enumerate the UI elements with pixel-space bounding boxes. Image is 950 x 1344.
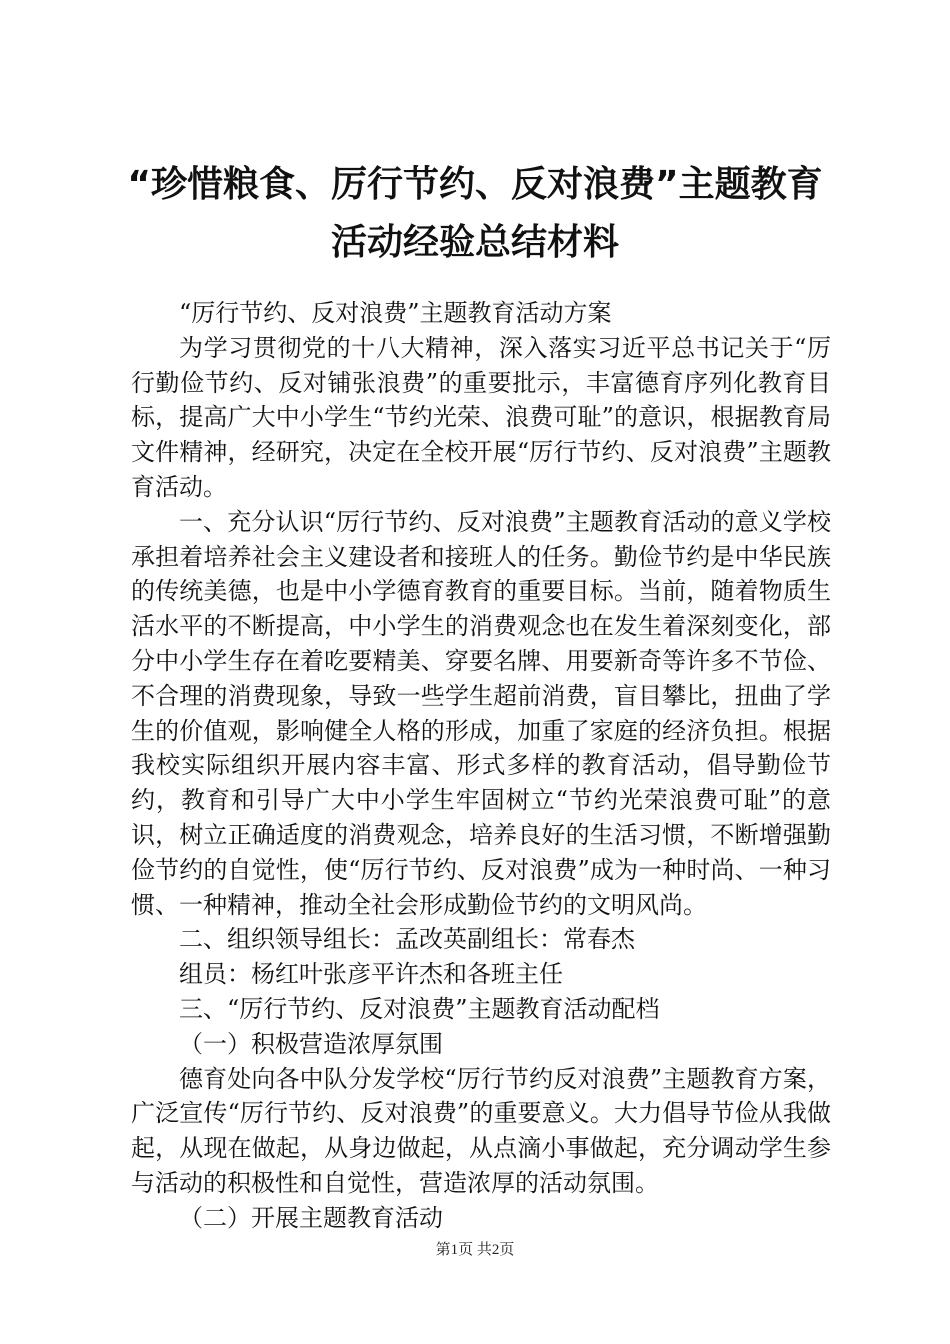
paragraph-plan-title: “厉行节约、反对浪费”主题教育活动方案 [179,299,612,327]
paragraph-section-1: 一、充分认识“厉行节约、反对浪费”主题教育活动的意义学校承担着培养社会主义建设者和接班人的任务。勤俭节约是中华民族的传统美德，也是中小学德育教育的重要目标。当前，随着物质生活水平的不断提高，中小学生的消费观念也在发生着深刻变化，部分中小学生存在着吃要精美、穿要名牌、用要新奇等许多不节俭、不合理的消费现象，导致一些学生超前消费，盲目攀比，扭曲了学生的价值观，影响健全人格的形成，加重了家庭的经济负担。根据我校实际组织开展内容丰富、形式多样的教育活动，倡导勤俭节约，教育和引导广大中小学生牢固树立“节约光荣浪费可耻”的意识，树立正确适度的消费观念，培养良好的生活习惯，不断增强勤俭节约的自觉性，使“厉行节约、反对浪费”成为一种时尚、一种习惯、一种精神，推动全社会形成勤俭节约的文明风尚。 [131,507,831,919]
paragraph-subsection-2-heading: （二）开展主题教育活动 [179,1203,443,1232]
paragraph-section-2-members: 组员：杨红叶张彦平许杰和各班主任 [179,960,563,989]
paragraph-section-2-leaders: 二、组织领导组长：孟改英副组长：常春杰 [179,925,635,954]
page-number-footer: 第1页 共2页 [435,1242,515,1258]
paragraph-subsection-1-body: 德育处向各中队分发学校“厉行节约反对浪费”主题教育方案，广泛宣传“厉行节约、反对浪费”的重要意义。大力倡导节俭从我做起，从现在做起，从身边做起，从点滴小事做起，充分调动学生参与活动的积极性和自觉性，营造浓厚的活动氛围。 [131,1064,831,1197]
paragraph-intro: 为学习贯彻党的十八大精神，深入落实习近平总书记关于“厉行勤俭节约、反对铺张浪费”的重要批示，丰富德育序列化教育目标，提高广大中小学生“节约光荣、浪费可耻”的意识，根据教育局文件精神，经研究，决定在全校开展“厉行节约、反对浪费”主题教育活动。 [131,333,831,501]
paragraph-subsection-1-heading: （一）积极营造浓厚氛围 [179,1029,443,1058]
paragraph-section-3: 三、“厉行节约、反对浪费”主题教育活动配档 [179,994,660,1023]
document-body [131,296,831,1236]
document-title-line-2: 活动经验总结材料 [330,222,619,263]
document-title-line-1: “珍惜粮食、厉行节约、反对浪费”主题教育 [127,164,823,205]
